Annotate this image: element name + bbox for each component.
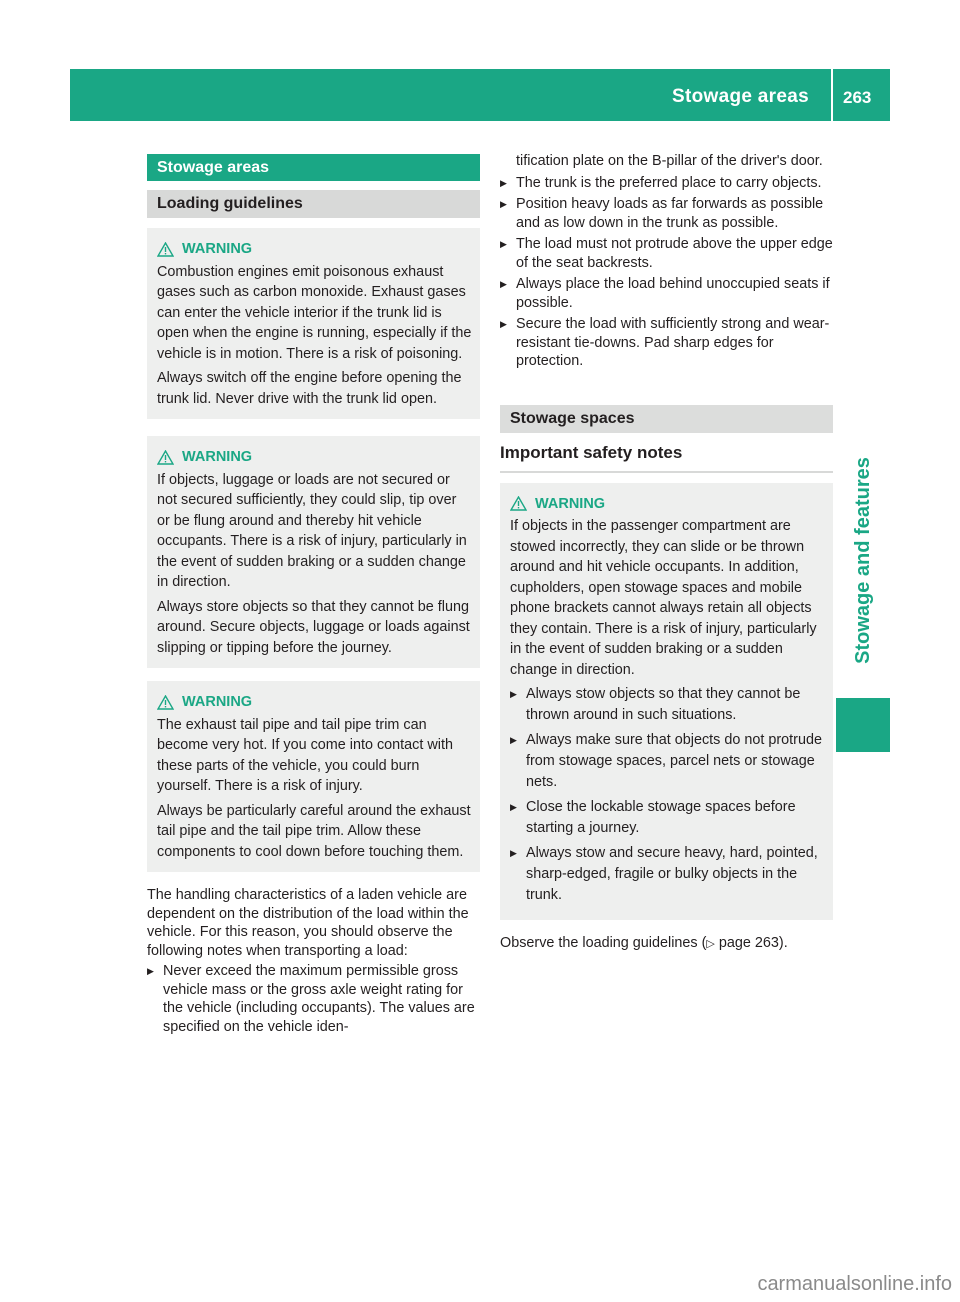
warning-text: Always switch off the engine before opening the trunk lid. Never drive with the trunk lid open.: [157, 370, 462, 407]
loading-intro-text: The handling characteristics of a laden vehicle are dependent on the distribution of the load within the vehicle. For this reason, you should observe the following notes when transporting a load:: [147, 887, 469, 959]
side-tab: [836, 440, 890, 680]
warning-header: [510, 494, 825, 515]
side-tab-marker: [836, 698, 890, 752]
list-item: ▶ Always stow and secure heavy, hard, pointed, sharp-edged, fragile or bulky objects in the trunk.: [510, 843, 825, 906]
header-divider: [831, 69, 833, 121]
left-column: [147, 154, 480, 1039]
warning-header: [157, 692, 472, 713]
heading-important-safety-notes: Important safety notes: [500, 443, 833, 473]
side-tab-label: Stowage and features: [851, 456, 874, 664]
section-title-stowage-areas: Stowage areas: [147, 154, 480, 181]
subsection-title-stowage-spaces: Stowage spaces: [500, 405, 833, 433]
warning-triangle-icon: [157, 450, 174, 465]
list-item: ▶ Always stow objects so that they cannot be thrown around in such situations.: [510, 684, 825, 726]
list-item: ▶ Close the lockable stowage spaces before starting a journey.: [510, 797, 825, 839]
warning-label: WARNING: [182, 241, 253, 257]
warning-label: WARNING: [182, 449, 253, 465]
warning-label: WARNING: [182, 694, 253, 710]
warning-header: [157, 239, 472, 260]
warning-text: If objects, luggage or loads are not secured or not secured sufficiently, they could slip, tip over or be flung around and thereby hit vehicle occupants. There is a risk of injury, particularly in the event of sudden braking or a sudden change in direction.: [157, 471, 467, 590]
loading-bullet-list: [500, 174, 833, 371]
list-item: ▶ Always make sure that objects do not protrude from stowage spaces, parcel nets or stowage nets.: [510, 730, 825, 793]
list-item: ▶ Position heavy loads as far forwards as possible and as low down in the trunk as possible.: [500, 195, 833, 232]
warning-box-passenger-compartment: [500, 483, 833, 921]
list-item: ▶ The load must not protrude above the upper edge of the seat backrests.: [500, 235, 833, 272]
footer-watermark: carmanualsonline.info: [757, 1273, 952, 1295]
warning-text: Always be particularly careful around the exhaust tail pipe and the tail pipe trim. Allow these components to cool down before touching them.: [157, 802, 471, 860]
page-number: 263: [843, 88, 872, 107]
warning-box-hot-exhaust: [147, 681, 480, 872]
observe-text: Observe the loading guidelines (: [500, 935, 707, 951]
warning-box-exhaust-gas: [147, 228, 480, 419]
warning-text: If objects in the passenger compartment are stowed incorrectly, they can slide or be thrown around and hit vehicle occupants. In addition, cupholders, open stowage spaces and mobile phone brackets cannot always retain all objects they contain. There is a risk of injury, particularly in the event of sudden braking or a sudden change in direction.: [510, 518, 817, 678]
observe-loading-guidelines-text: [500, 934, 833, 954]
warning-header: [157, 447, 472, 468]
warning-triangle-icon: [157, 242, 174, 257]
warning-label: WARNING: [535, 495, 606, 512]
warning-text: The exhaust tail pipe and tail pipe trim can become very hot. If you come into contact with these parts of the vehicle, you could burn yourself. There is a risk of injury.: [157, 716, 453, 794]
warning-text: Always store objects so that they cannot be flung around. Secure objects, luggage or loads against slipping or tipping before the journey.: [157, 598, 470, 656]
page-reference-link[interactable]: page 263).: [718, 935, 788, 951]
bullet-continuation-text: tification plate on the B-pillar of the driver's door.: [516, 153, 823, 169]
warning-text: Combustion engines emit poisonous exhaust gases such as carbon monoxide. Exhaust gases can enter the vehicle interior if the trunk lid is open when the engine is running, especially if the vehicle is in motion. There is a risk of poisoning.: [157, 263, 472, 362]
list-item: ▶ Never exceed the maximum permissible gross vehicle mass or the gross axle weight rating for the vehicle (including occupants). The values are specified on the vehicle iden-: [147, 962, 480, 1036]
subsection-title-loading-guidelines: Loading guidelines: [147, 190, 480, 218]
page-ref-arrow-icon: ▷: [706, 938, 715, 950]
warning-triangle-icon: [510, 496, 527, 511]
header-title: Stowage areas: [672, 86, 809, 107]
warning-box-unsecured-loads: [147, 436, 480, 668]
list-item: ▶ The trunk is the preferred place to carry objects.: [500, 174, 833, 193]
right-column: [500, 152, 833, 954]
warning-triangle-icon: [157, 695, 174, 710]
list-item: ▶ Always place the load behind unoccupied seats if possible.: [500, 275, 833, 312]
warning-bullet-list: [510, 684, 825, 906]
list-item: ▶ Secure the load with sufficiently strong and wear-resistant tie-downs. Pad sharp edges for protection.: [500, 315, 833, 371]
loading-bullet-list: [147, 962, 480, 1036]
